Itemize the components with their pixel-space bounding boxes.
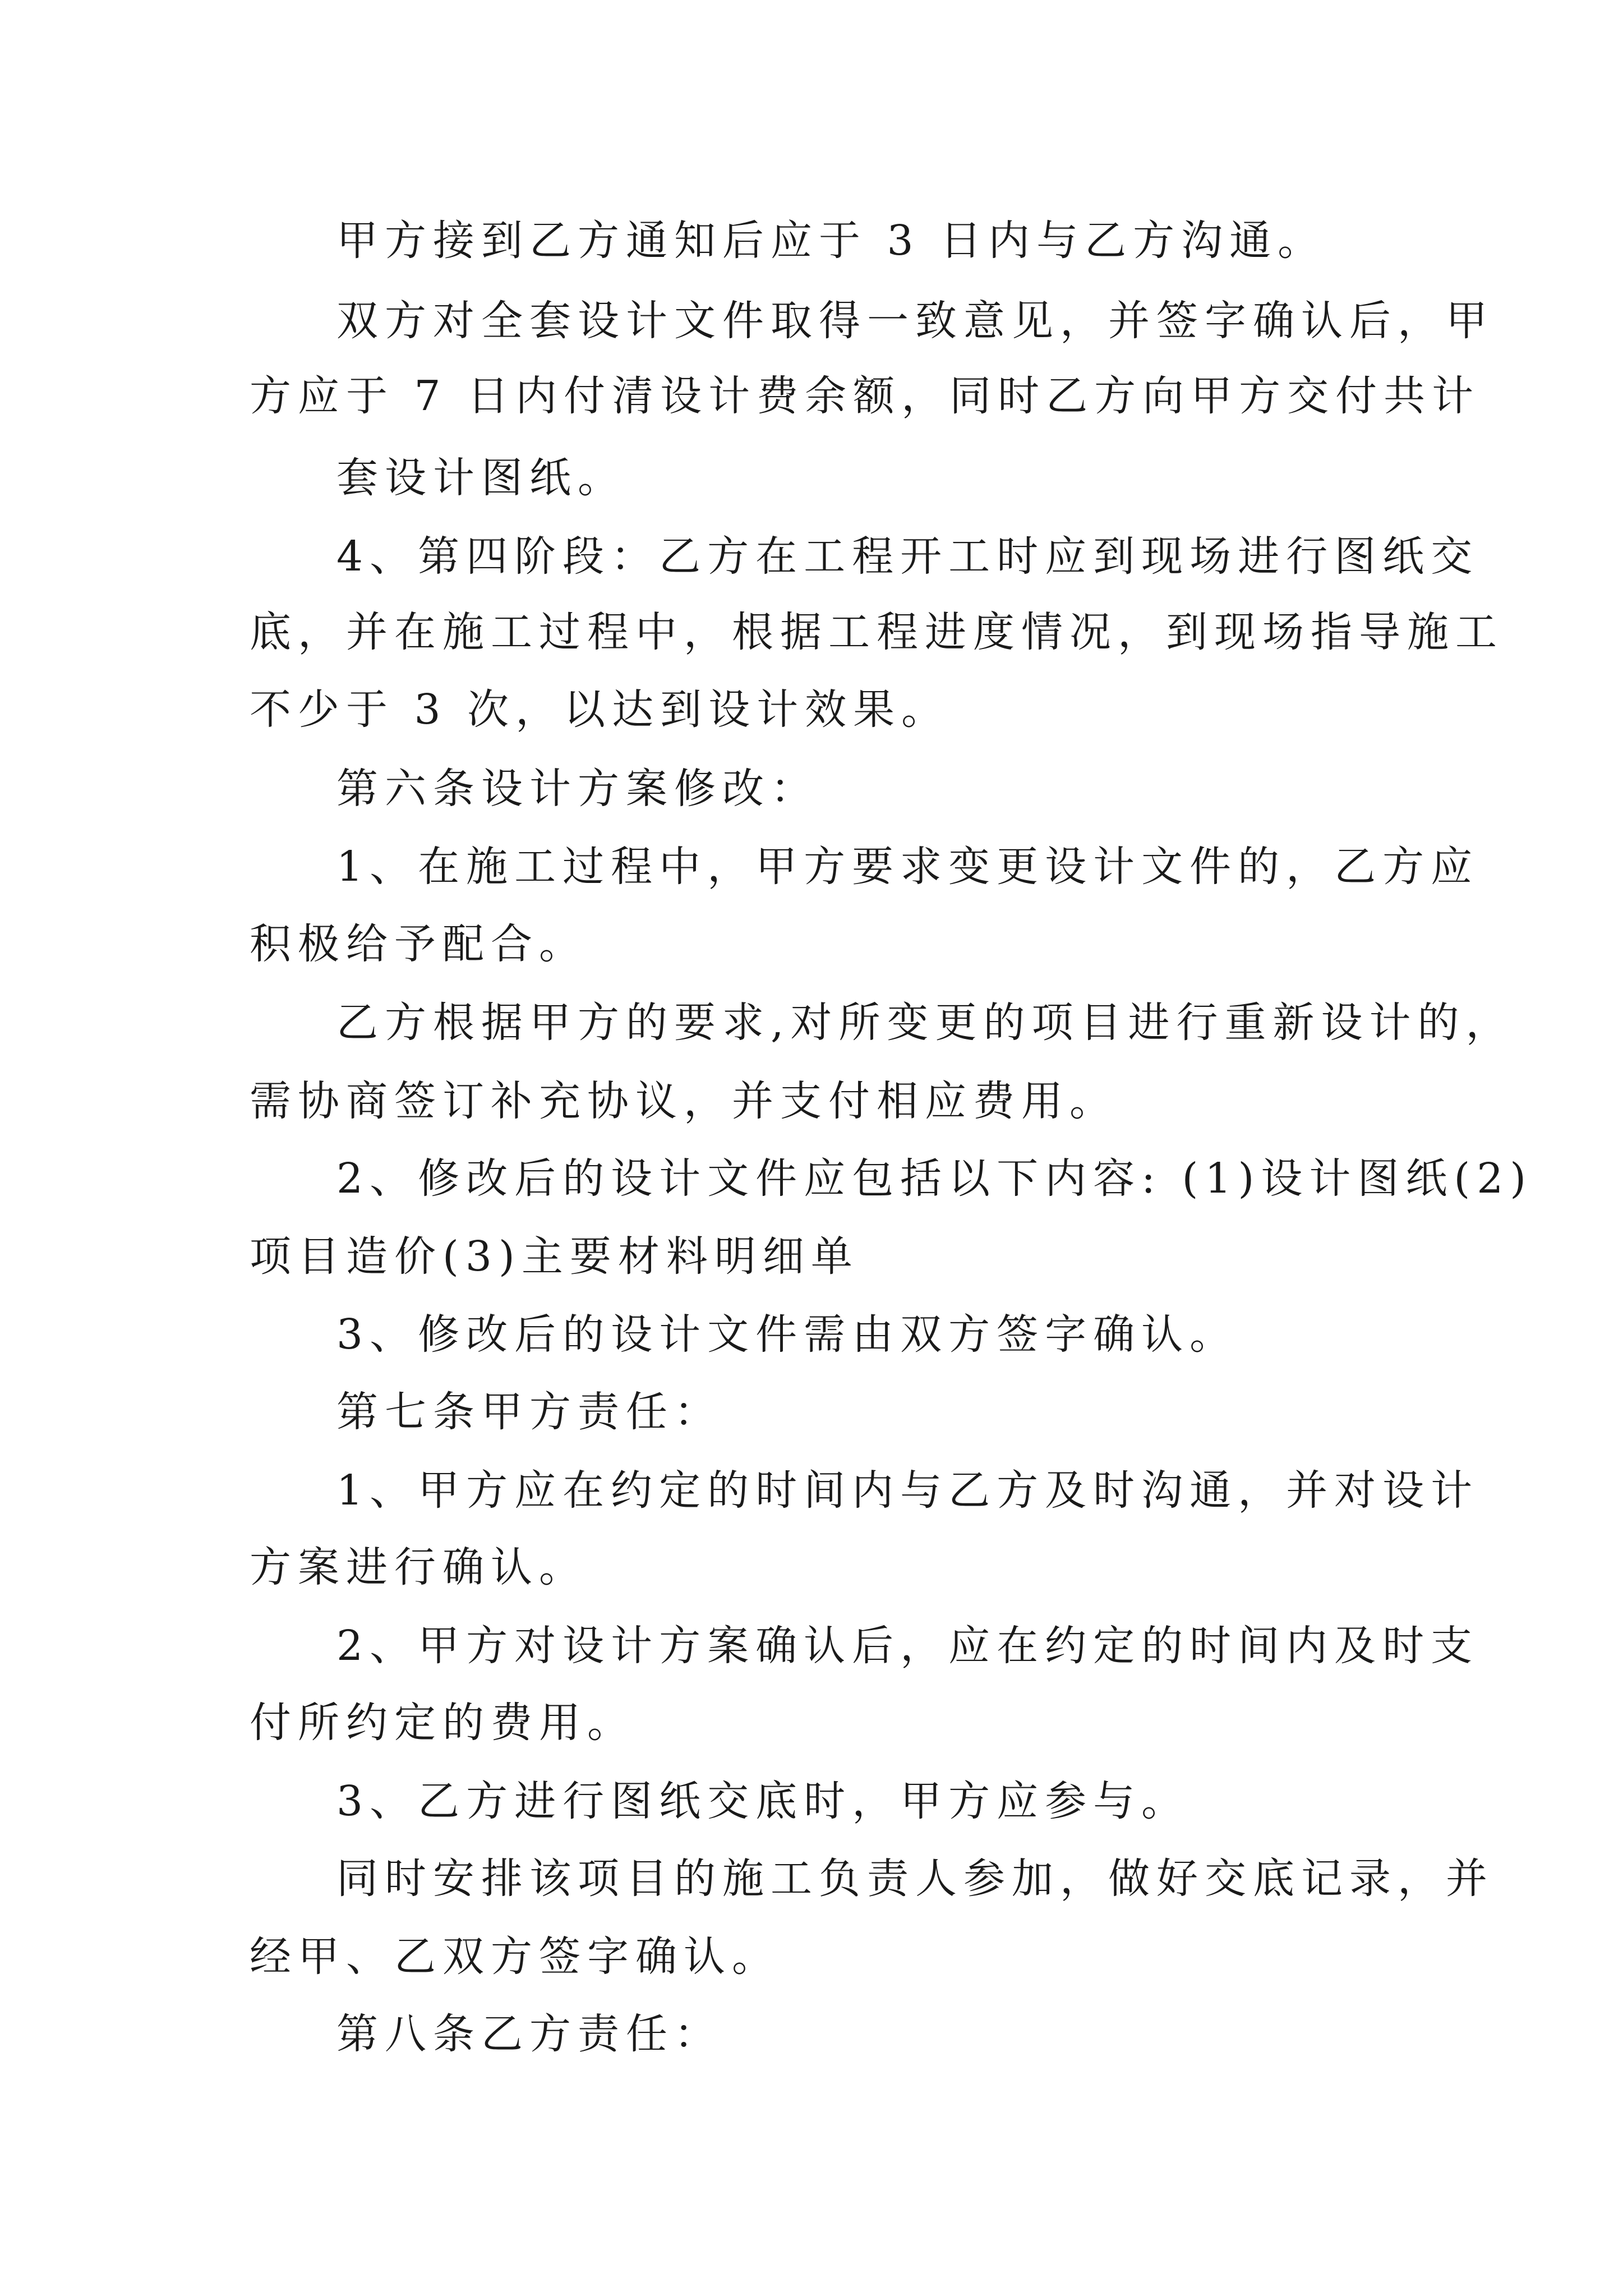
paragraph-line: 积极给予配合。: [250, 920, 587, 968]
paragraph-line: 3、修改后的设计文件需由双方签字确认。: [336, 1310, 1238, 1359]
paragraph-line: 1、甲方应在约定的时间内与乙方及时沟通，并对设计: [336, 1466, 1479, 1515]
paragraph-line: 项目造价(3)主要材料明细单: [250, 1232, 859, 1281]
paragraph-line: 经甲、乙双方签字确认。: [250, 1932, 780, 1981]
paragraph-line: 乙方根据甲方的要求,对所变更的项目进行重新设计的，: [336, 999, 1514, 1047]
paragraph-line: 方案进行确认。: [250, 1543, 587, 1591]
paragraph-line: 双方对全套设计文件取得一致意见，并签字确认后，甲: [336, 297, 1494, 345]
section-heading: 第八条乙方责任：: [336, 2010, 722, 2058]
section-heading: 第七条甲方责任：: [336, 1388, 722, 1436]
paragraph-line: 2、修改后的设计文件应包括以下内容: (1)设计图纸(2): [336, 1154, 1533, 1203]
paragraph-line: 4、第四阶段：乙方在工程开工时应到现场进行图纸交: [336, 532, 1479, 581]
paragraph-line: 甲方接到乙方通知后应于 3 日内与乙方沟通。: [336, 217, 1326, 265]
paragraph-line: 付所约定的费用。: [250, 1699, 635, 1747]
paragraph-line: 1、在施工过程中，甲方要求变更设计文件的，乙方应: [336, 843, 1479, 891]
paragraph-line: 套设计图纸。: [336, 454, 626, 502]
paragraph-line: 底，并在施工过程中，根据工程进度情况，到现场指导施工: [250, 608, 1504, 656]
section-heading: 第六条设计方案修改：: [336, 765, 819, 813]
paragraph-line: 方应于 7 日内付清设计费余额，同时乙方向甲方交付共计: [250, 372, 1481, 420]
paragraph-line: 同时安排该项目的施工负责人参加，做好交底记录，并: [336, 1855, 1494, 1903]
paragraph-line: 不少于 3 次，以达到设计效果。: [250, 685, 950, 734]
paragraph-line: 2、甲方对设计方案确认后，应在约定的时间内及时支: [336, 1622, 1479, 1670]
paragraph-line: 需协商签订补充协议，并支付相应费用。: [250, 1077, 1118, 1125]
paragraph-line: 3、乙方进行图纸交底时，甲方应参与。: [336, 1777, 1190, 1825]
